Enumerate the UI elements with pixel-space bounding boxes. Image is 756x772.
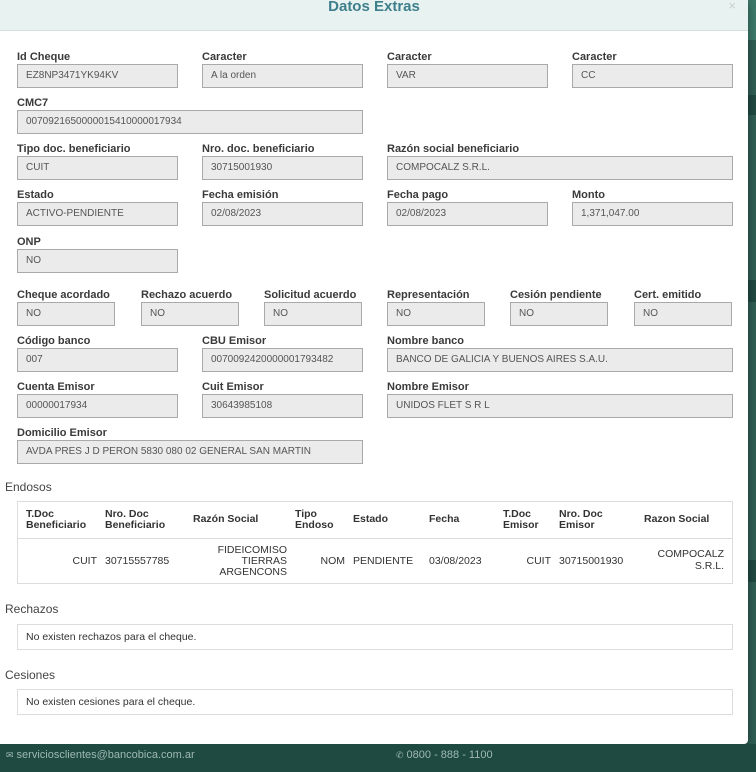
- solicitud-acuerdo-input[interactable]: NO: [264, 302, 362, 326]
- footer-email[interactable]: ✉ serviciosclientes@bancobica.com.ar: [6, 749, 195, 761]
- onp-input[interactable]: NO: [17, 249, 178, 273]
- field-label: Rechazo acuerdo: [141, 289, 233, 301]
- caracter-field-2: [387, 50, 548, 88]
- table-cell: FIDEICOMISO TIERRAS ARGENCONS: [217, 543, 287, 578]
- field-label: Nro. doc. beneficiario: [202, 143, 315, 155]
- field-label: Monto: [572, 189, 605, 201]
- fecha-pago-field: [387, 188, 548, 226]
- background-band: [748, 560, 756, 582]
- estado-field: [17, 188, 178, 226]
- field-label: Id Cheque: [17, 51, 71, 63]
- field-label: Caracter: [387, 51, 432, 63]
- field-label: Cesión pendiente: [510, 289, 602, 301]
- modal-header: [0, 0, 748, 31]
- table-cell: 30715557785: [105, 555, 170, 568]
- id-cheque-field: [17, 50, 178, 88]
- table-cell: CUIT: [526, 555, 551, 568]
- footer-phone[interactable]: ✆ 0800 - 888 - 1100: [396, 749, 493, 761]
- column-header: Estado: [349, 502, 425, 538]
- caracter-input-2[interactable]: VAR: [387, 64, 548, 88]
- rechazo-acuerdo-field: [141, 288, 239, 326]
- cmc7-input[interactable]: 0070921650000015410000017934: [17, 110, 363, 134]
- field-label: Cuenta Emisor: [17, 381, 95, 393]
- field-label: Fecha emisión: [202, 189, 279, 201]
- column-header: T.Doc Beneficiario: [18, 502, 101, 538]
- monto-field: [572, 188, 733, 226]
- table-cell: NOM: [320, 555, 345, 568]
- field-label: Nombre Emisor: [387, 381, 469, 393]
- column-header: T.Doc Emisor: [499, 502, 555, 538]
- representacion-input[interactable]: NO: [387, 302, 485, 326]
- cert-emitido-field: [634, 288, 732, 326]
- modal-title: Datos Extras: [328, 0, 420, 15]
- table-cell: CUIT: [72, 555, 97, 568]
- domicilio-emisor-input[interactable]: AVDA PRES J D PERON 5830 080 02 GENERAL SAN MARTIN: [17, 440, 363, 464]
- cert-emitido-input[interactable]: NO: [634, 302, 732, 326]
- cuenta-emisor-input[interactable]: 00000017934: [17, 394, 178, 418]
- codigo-banco-field: [17, 334, 178, 372]
- field-label: Código banco: [17, 335, 91, 347]
- field-label: Domicilio Emisor: [17, 427, 107, 439]
- id-cheque-input[interactable]: EZ8NP3471YK94KV: [17, 64, 178, 88]
- cbu-emisor-field: [202, 334, 363, 372]
- column-header: Fecha: [425, 502, 499, 538]
- razon-social-beneficiario-field: [387, 142, 733, 180]
- cuit-emisor-input[interactable]: 30643985108: [202, 394, 363, 418]
- caracter-field-3: [572, 50, 733, 88]
- field-label: Tipo doc. beneficiario: [17, 143, 131, 155]
- table-cell: 03/08/2023: [429, 555, 482, 568]
- cesiones-title: Cesiones: [5, 668, 56, 682]
- background-band: [748, 95, 756, 115]
- fecha-pago-input[interactable]: 02/08/2023: [387, 202, 548, 226]
- field-label: Representación: [387, 289, 470, 301]
- field-label: Fecha pago: [387, 189, 449, 201]
- caracter-input-1[interactable]: A la orden: [202, 64, 363, 88]
- monto-input[interactable]: 1,371,047.00: [572, 202, 733, 226]
- cmc7-field: [17, 96, 363, 134]
- table-cell: 30715001930: [559, 555, 624, 568]
- razon-social-beneficiario-input[interactable]: COMPOCALZ S.R.L.: [387, 156, 733, 180]
- tipo-doc-beneficiario-field: [17, 142, 178, 180]
- background-band: [748, 280, 756, 302]
- cheque-acordado-field: [17, 288, 115, 326]
- field-label: Razón social beneficiario: [387, 143, 520, 155]
- column-header: Razon Social: [640, 502, 732, 538]
- field-label: Caracter: [202, 51, 247, 63]
- estado-input[interactable]: ACTIVO-PENDIENTE: [17, 202, 178, 226]
- column-header: Nro. Doc Beneficiario: [101, 502, 189, 538]
- field-label: Caracter: [572, 51, 617, 63]
- rechazo-acuerdo-input[interactable]: NO: [141, 302, 239, 326]
- field-label: ONP: [17, 236, 41, 248]
- fecha-emision-input[interactable]: 02/08/2023: [202, 202, 363, 226]
- cesiones-message: No existen cesiones para el cheque.: [17, 689, 733, 715]
- domicilio-emisor-field: [17, 426, 363, 464]
- rechazos-message: No existen rechazos para el cheque.: [17, 624, 733, 650]
- field-label: Cert. emitido: [634, 289, 702, 301]
- column-header: Tipo Endoso: [291, 502, 349, 538]
- nombre-emisor-input[interactable]: UNIDOS FLET S R L: [387, 394, 733, 418]
- endosos-table: [17, 501, 733, 584]
- codigo-banco-input[interactable]: 007: [17, 348, 178, 372]
- phone-icon: ✆: [396, 750, 404, 760]
- caracter-input-3[interactable]: CC: [572, 64, 733, 88]
- page-footer: [0, 744, 756, 772]
- field-label: CBU Emisor: [202, 335, 267, 347]
- rechazos-title: Rechazos: [5, 602, 59, 616]
- field-label: CMC7: [17, 97, 49, 109]
- solicitud-acuerdo-field: [264, 288, 362, 326]
- table-header-row: [18, 502, 732, 538]
- field-label: Cheque acordado: [17, 289, 110, 301]
- nombre-banco-input[interactable]: BANCO DE GALICIA Y BUENOS AIRES S.A.U.: [387, 348, 733, 372]
- tipo-doc-beneficiario-input[interactable]: CUIT: [17, 156, 178, 180]
- table-row: [18, 538, 732, 584]
- field-label: Estado: [17, 189, 54, 201]
- cbu-emisor-input[interactable]: 0070092420000001793482: [202, 348, 363, 372]
- nro-doc-beneficiario-input[interactable]: 30715001930: [202, 156, 363, 180]
- close-icon[interactable]: ×: [728, 0, 736, 13]
- field-label: Nombre banco: [387, 335, 465, 347]
- nro-doc-beneficiario-field: [202, 142, 363, 180]
- field-label: Solicitud acuerdo: [264, 289, 357, 301]
- onp-field: [17, 235, 178, 273]
- column-header: Razón Social: [189, 502, 291, 538]
- field-label: Cuit Emisor: [202, 381, 264, 393]
- mail-icon: ✉: [6, 750, 14, 760]
- cesion-pendiente-input[interactable]: NO: [510, 302, 608, 326]
- caracter-field-1: [202, 50, 363, 88]
- table-cell: COMPOCALZ S.R.L.: [657, 547, 724, 572]
- column-header: Nro. Doc Emisor: [555, 502, 640, 538]
- cesion-pendiente-field: [510, 288, 608, 326]
- table-cell: PENDIENTE: [353, 555, 414, 568]
- fecha-emision-field: [202, 188, 363, 226]
- cheque-acordado-input[interactable]: NO: [17, 302, 115, 326]
- endosos-title: Endosos: [5, 480, 52, 494]
- representacion-field: [387, 288, 485, 326]
- cuenta-emisor-field: [17, 380, 178, 418]
- cuit-emisor-field: [202, 380, 363, 418]
- nombre-banco-field: [387, 334, 733, 372]
- nombre-emisor-field: [387, 380, 733, 418]
